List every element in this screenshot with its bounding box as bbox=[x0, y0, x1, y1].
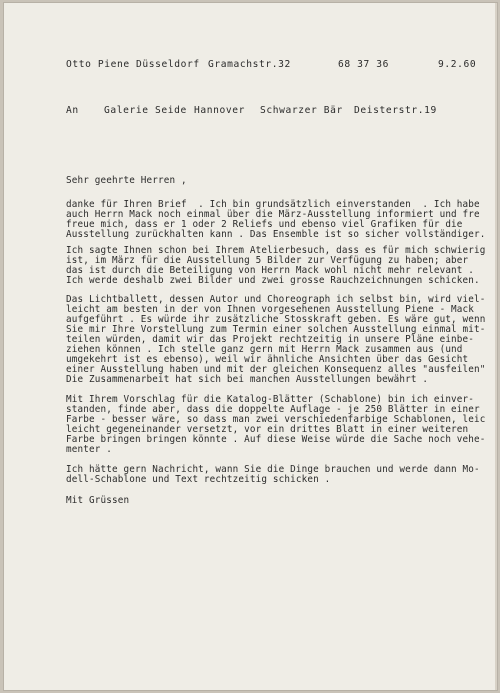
sender-street: Gramachstr.32 bbox=[208, 59, 291, 70]
salutation: Sehr geehrte Herren , bbox=[66, 175, 187, 186]
sender-name: Otto Piene bbox=[66, 59, 130, 70]
paragraph-4-line: menter . bbox=[66, 444, 112, 455]
paragraph-2-line: Ich werde deshalb zwei Bilder und zwei grosse Rauchzeichnungen schicken. bbox=[66, 275, 480, 286]
closing: Mit Grüssen bbox=[66, 495, 130, 506]
paragraph-3-line: ziehen können . Ich stelle ganz gern mit Herrn Mack zusammen aus (und bbox=[66, 344, 463, 355]
paragraph-1-line: danke für Ihren Brief . Ich bin grundsätzlich einverstanden . Ich habe bbox=[66, 199, 480, 210]
paragraph-3-line: umgekehrt ist es ebenso), weil wir ähnliche Ansichten über das Gesicht bbox=[66, 354, 469, 365]
paragraph-5-line: Ich hätte gern Nachricht, wann Sie die Dinge brauchen und werde dann Mo- bbox=[66, 464, 480, 475]
paragraph-3-line: einer Ausstellung haben und mit der gleichen Konsequenz alles "ausfeilen" bbox=[66, 364, 486, 375]
paragraph-3-line: teilen würden, damit wir das Projekt rechtzeitig in unsere Pläne einbe- bbox=[66, 334, 475, 345]
paragraph-3-line: aufgeführt . Es würde ihr zusätzliche Stosskraft geben. Es wäre gut, wenn bbox=[66, 314, 486, 325]
paragraph-5-line: dell-Schablone und Text rechtzeitig schicken . bbox=[66, 474, 331, 485]
paragraph-4-line: Mit Ihrem Vorschlag für die Katalog-Blätter (Schablone) bin ich einver- bbox=[66, 394, 475, 405]
paragraph-4-line: Farbe bringen bringen könnte . Auf diese Weise würde die Sache noch vehe- bbox=[66, 434, 486, 445]
recipient-street: Deisterstr.19 bbox=[354, 105, 437, 116]
letter-date: 9.2.60 bbox=[438, 59, 477, 70]
recipient-venue: Schwarzer Bär bbox=[260, 105, 343, 116]
paragraph-3-line: Das Lichtballett, dessen Autor und Choreograph ich selbst bin, wird viel- bbox=[66, 294, 486, 305]
paragraph-1-line: auch Herrn Mack noch einmal über die März-Ausstellung informiert und fre bbox=[66, 209, 480, 220]
sender-city: Düsseldorf bbox=[136, 59, 200, 70]
sender-phone: 68 37 36 bbox=[338, 59, 390, 70]
recipient-gallery: Galerie Seide bbox=[104, 105, 187, 116]
paragraph-3-line: Die Zusammenarbeit hat sich bei manchen Ausstellungen bewährt . bbox=[66, 374, 429, 385]
letter-sheet bbox=[4, 3, 497, 690]
paper-edge-shadow bbox=[495, 3, 497, 690]
paragraph-1-line: Ausstellung zurückhalten kann . Das Ensemble ist so sicher vollständiger. bbox=[66, 229, 486, 240]
paragraph-2-line: ist, im März für die Ausstellung 5 Bilder zur Verfügung zu haben; aber bbox=[66, 255, 469, 266]
paragraph-4-line: Farbe - besser wäre, so dass man zwei verschiedenfarbige Schablonen, leic bbox=[66, 414, 486, 425]
paragraph-2-line: Ich sagte Ihnen schon bei Ihrem Atelierbesuch, dass es für mich schwierig bbox=[66, 245, 486, 256]
paragraph-4-line: leicht gegeneinander versetzt, vor ein drittes Blatt in einer weiteren bbox=[66, 424, 469, 435]
paragraph-4-line: standen, finde aber, dass die doppelte Auflage - je 250 Blätter in einer bbox=[66, 404, 480, 415]
paragraph-3-line: Sie mir Ihre Vorstellung zum Termin einer solchen Ausstellung einmal mit- bbox=[66, 324, 486, 335]
paragraph-3-line: leicht am besten in der von Ihnen vorgesehenen Ausstellung Piene - Mack bbox=[66, 304, 475, 315]
paragraph-2-line: das ist durch die Beteiligung von Herrn Mack wohl nicht mehr relevant . bbox=[66, 265, 475, 276]
recipient-prefix: An bbox=[66, 105, 79, 116]
paragraph-1-line: freue mich, dass er 1 oder 2 Reliefs und ebenso viel Grafiken für die bbox=[66, 219, 463, 230]
recipient-city: Hannover bbox=[194, 105, 246, 116]
